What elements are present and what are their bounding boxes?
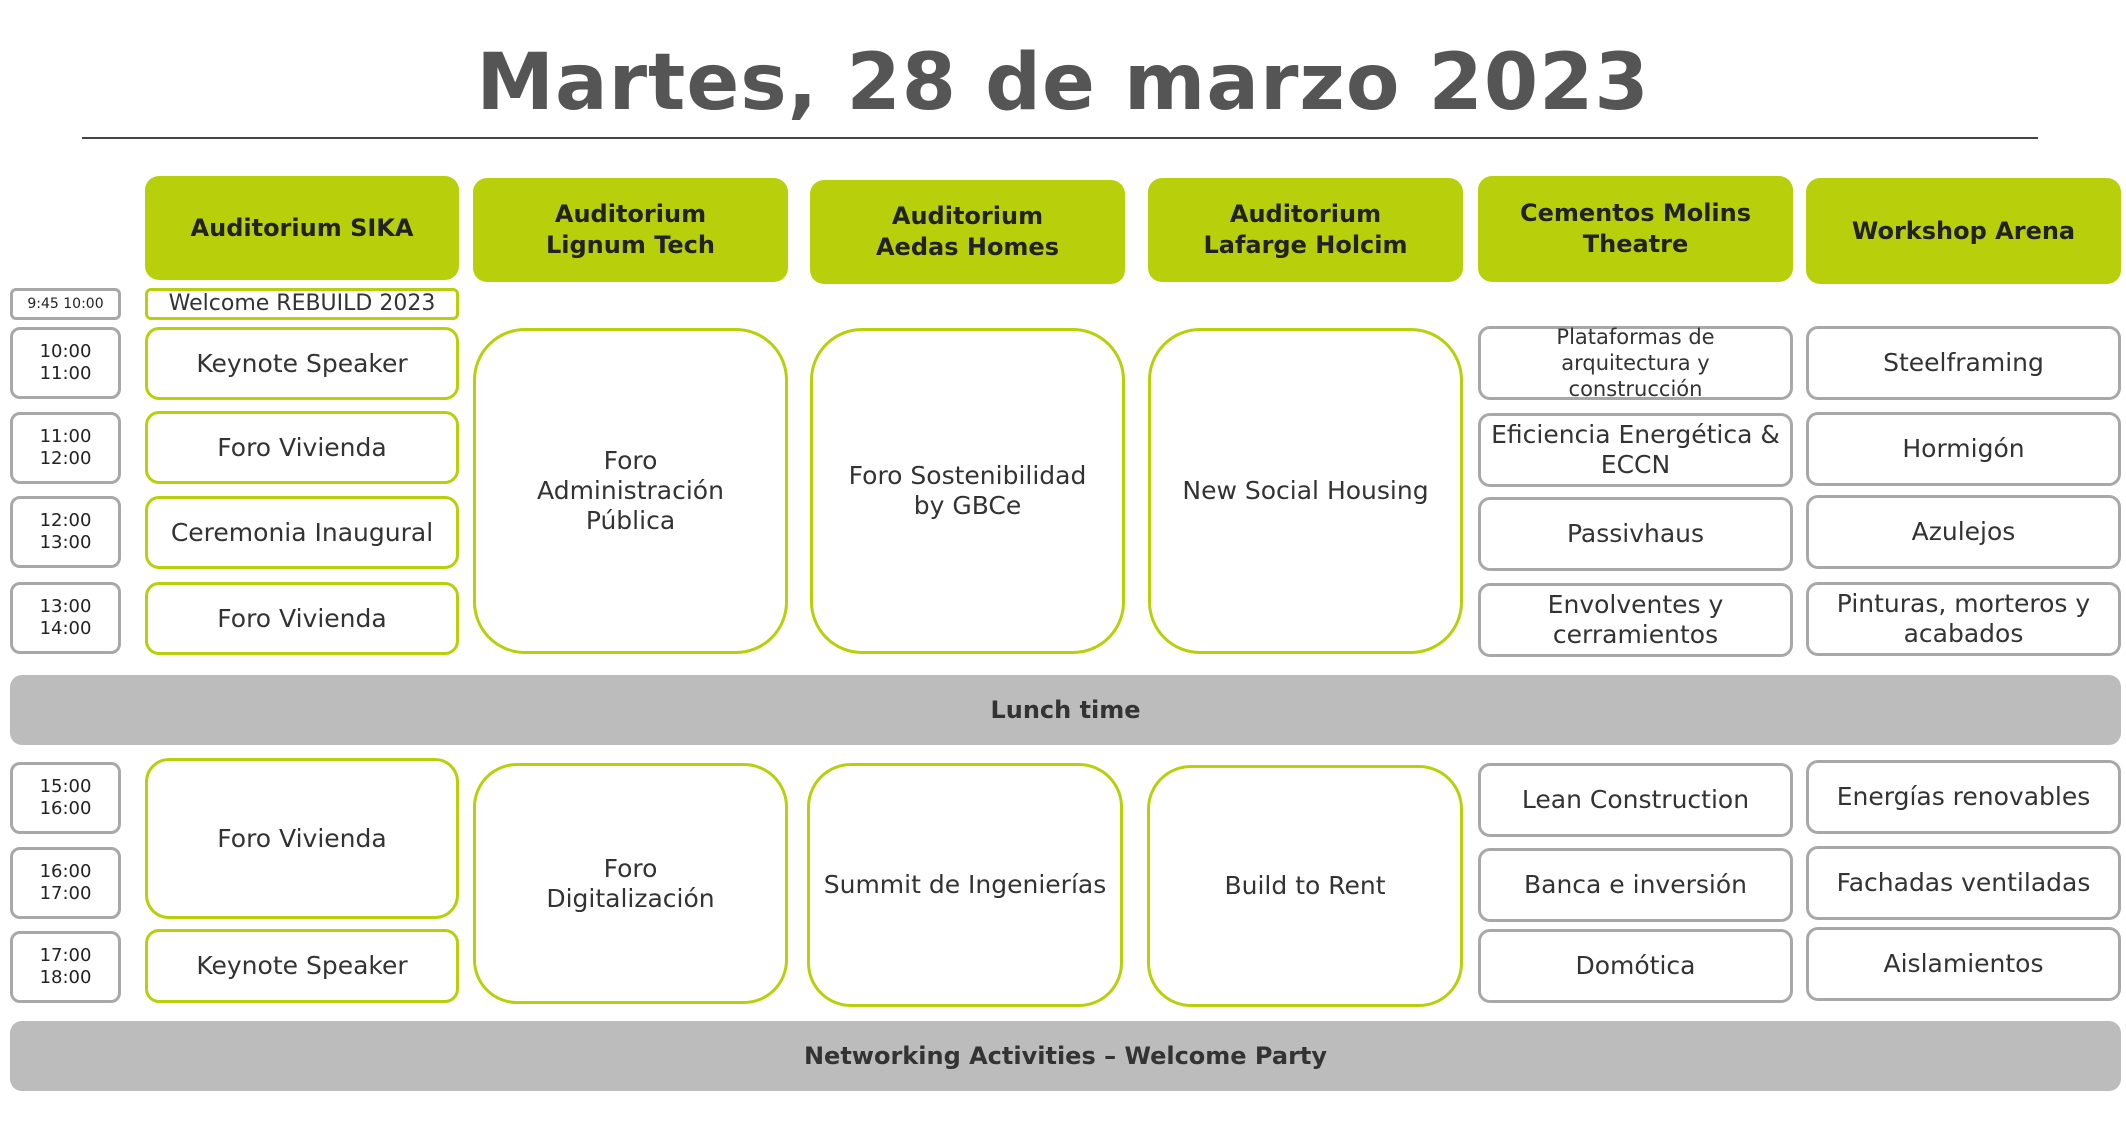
page-title: Martes, 28 de marzo 2023 [476,38,1650,128]
header-workshop-arena: Workshop Arena [1806,178,2121,284]
session-sika-keynote-morning[interactable]: Keynote Speaker [145,327,459,400]
session-foro-digitalizacion[interactable]: Foro Digitalización [473,763,788,1004]
session-banca-inversion[interactable]: Banca e inversión [1478,848,1793,922]
session-build-to-rent[interactable]: Build to Rent [1147,765,1463,1007]
session-steelframing[interactable]: Steelframing [1806,326,2121,400]
header-auditorium-lignum-tech: Auditorium Lignum Tech [473,178,788,282]
session-lean-construction[interactable]: Lean Construction [1478,763,1793,837]
session-fachadas-ventiladas[interactable]: Fachadas ventiladas [1806,846,2121,920]
networking-bar: Networking Activities – Welcome Party [10,1021,2121,1091]
session-energias-renovables[interactable]: Energías renovables [1806,760,2121,834]
header-cementos-molins-theatre: Cementos Molins Theatre [1478,176,1793,282]
header-auditorium-sika: Auditorium SIKA [145,176,459,280]
lunch-time-bar: Lunch time [10,675,2121,745]
session-foro-administracion-publica[interactable]: Foro Administración Pública [473,328,788,654]
header-auditorium-aedas-homes: Auditorium Aedas Homes [810,180,1125,284]
session-aislamientos[interactable]: Aislamientos [1806,927,2121,1001]
session-eficiencia-energetica[interactable]: Eficiencia Energética & ECCN [1478,413,1793,487]
session-domotica[interactable]: Domótica [1478,929,1793,1003]
session-sika-foro-vivienda-2[interactable]: Foro Vivienda [145,582,459,655]
title-divider [82,137,2038,139]
time-slot-1300: 13:00 14:00 [10,582,121,654]
session-sika-ceremonia-inaugural[interactable]: Ceremonia Inaugural [145,496,459,569]
time-slot-1200: 12:00 13:00 [10,496,121,568]
session-sika-keynote-afternoon[interactable]: Keynote Speaker [145,929,459,1003]
time-slot-1700: 17:00 18:00 [10,931,121,1003]
time-slot-1100: 11:00 12:00 [10,412,121,484]
time-slot-1500: 15:00 16:00 [10,762,121,834]
session-sika-foro-vivienda-1[interactable]: Foro Vivienda [145,411,459,484]
time-slot-0945: 9:45 10:00 [10,288,121,320]
session-azulejos[interactable]: Azulejos [1806,495,2121,569]
session-welcome-rebuild[interactable]: Welcome REBUILD 2023 [145,288,459,320]
session-new-social-housing[interactable]: New Social Housing [1148,328,1463,654]
session-summit-ingenierias[interactable]: Summit de Ingenierías [807,763,1123,1007]
session-passivhaus[interactable]: Passivhaus [1478,497,1793,571]
session-envolventes-cerramientos[interactable]: Envolventes y cerramientos [1478,583,1793,657]
session-plataformas-arquitectura[interactable]: Plataformas de arquitectura y construcción [1478,326,1793,400]
session-foro-sostenibilidad[interactable]: Foro Sostenibilidad by GBCe [810,328,1125,654]
time-slot-1000: 10:00 11:00 [10,327,121,399]
time-slot-1600: 16:00 17:00 [10,847,121,919]
header-auditorium-lafarge-holcim: Auditorium Lafarge Holcim [1148,178,1463,282]
session-hormigon[interactable]: Hormigón [1806,412,2121,486]
session-pinturas-morteros[interactable]: Pinturas, morteros y acabados [1806,582,2121,656]
session-sika-foro-vivienda-afternoon[interactable]: Foro Vivienda [145,758,459,919]
